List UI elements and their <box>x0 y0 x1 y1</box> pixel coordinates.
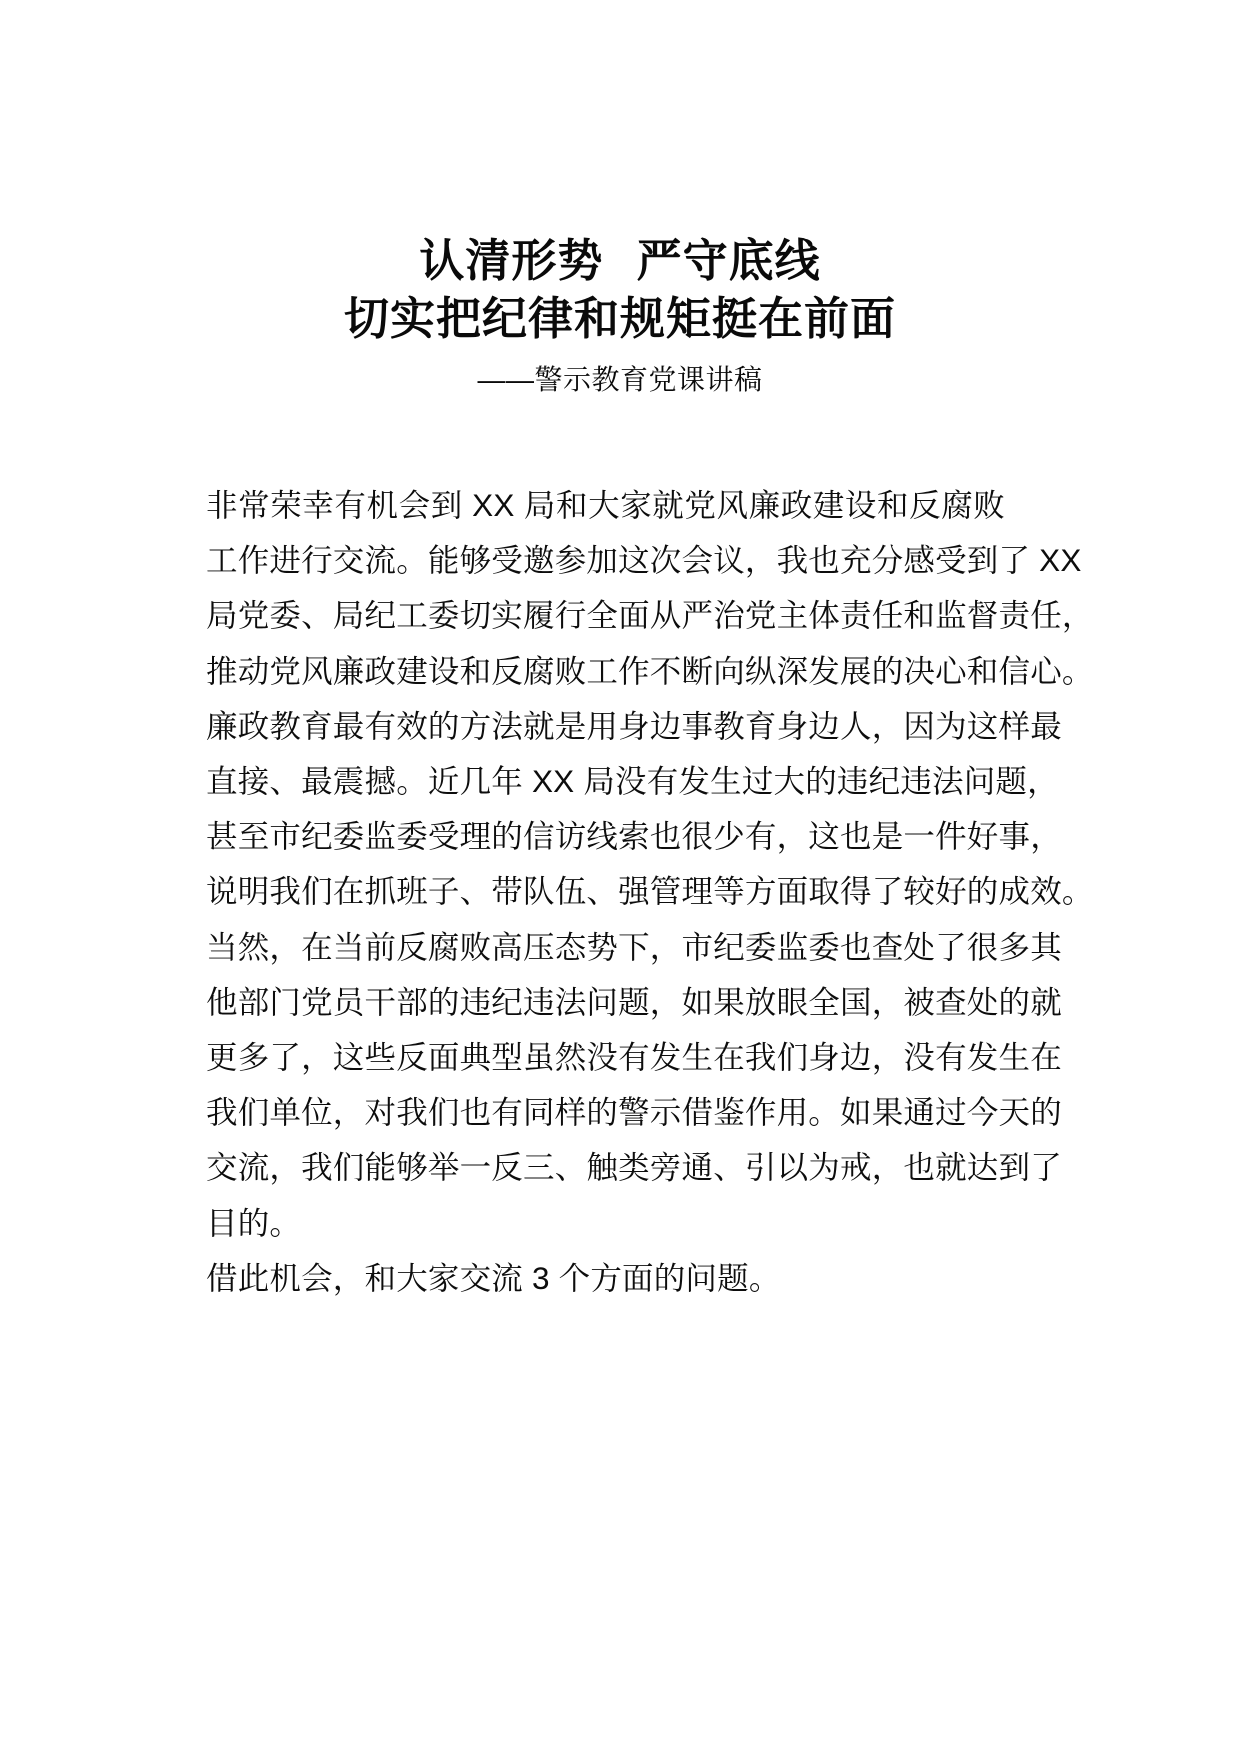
text-line: 借此机会，和大家交流 3 个方面的问题。 <box>206 1259 781 1296</box>
paragraph-1 <box>143 478 1094 1251</box>
document-subtitle: ——警示教育党课讲稿 <box>477 364 763 395</box>
text-line: 工作进行交流。能够受邀参加这次会议，我也充分感受到了 XX <box>206 542 1082 579</box>
text-line: 目的。 <box>206 1204 302 1241</box>
text-line: 说明我们在抓班子、带队伍、强管理等方面取得了较好的成效。 <box>206 873 1094 910</box>
document-title-line-1: 认清形势 严守底线 <box>419 234 821 287</box>
document-body <box>143 478 1094 1306</box>
text-line: 当然，在当前反腐败高压态势下，市纪委监委也查处了很多其 <box>206 928 1062 965</box>
text-line: 廉政教育最有效的方法就是用身边事教育身边人，因为这样最 <box>206 707 1062 744</box>
text-line: 非常荣幸有机会到 XX 局和大家就党风廉政建设和反腐败 <box>206 487 1005 523</box>
text-line: 推动党风廉政建设和反腐败工作不断向纵深发展的决心和信心。 <box>206 652 1094 689</box>
text-line: 局党委、局纪工委切实履行全面从严治党主体责任和监督责任， <box>206 597 1094 634</box>
text-line: 我们单位，对我们也有同样的警示借鉴作用。如果通过今天的 <box>206 1094 1062 1131</box>
document-title-line-2: 切实把纪律和规矩挺在前面 <box>343 292 896 345</box>
text-line: 更多了，这些反面典型虽然没有发生在我们身边，没有发生在 <box>206 1039 1062 1076</box>
text-line: 他部门党员干部的违纪违法问题，如果放眼全国，被查处的就 <box>206 983 1062 1020</box>
title-block <box>0 232 1240 398</box>
paragraph-2 <box>143 1251 1005 1306</box>
text-line: 直接、最震撼。近几年 XX 局没有发生过大的违纪违法问题， <box>206 763 1059 800</box>
text-line: 交流，我们能够举一反三、触类旁通、引以为戒，也就达到了 <box>206 1149 1062 1186</box>
text-line: 甚至市纪委监委受理的信访线索也很少有，这也是一件好事， <box>206 818 1062 855</box>
